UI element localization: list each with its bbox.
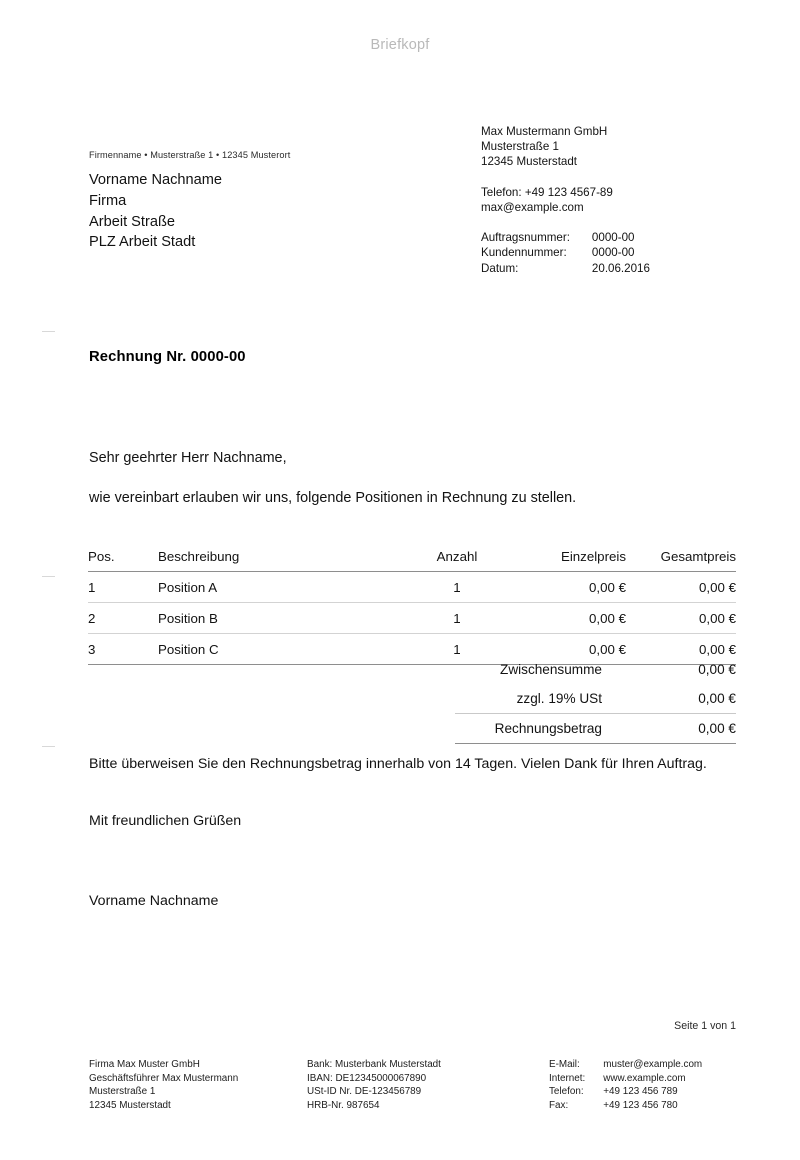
meta-label: Kundennummer: [481, 246, 567, 260]
sender-line: Musterstraße 1 [481, 140, 559, 154]
footer-label: Internet: [549, 1072, 586, 1084]
sender-email: max@example.com [481, 200, 584, 214]
cell-pos: 1 [88, 572, 158, 603]
cell-unit-price: 0,00 € [516, 634, 626, 665]
footer-line: IBAN: DE12345000067890 [307, 1072, 427, 1084]
footer-line: Geschäftsführer Max Mustermann [89, 1072, 239, 1084]
meta-label: Datum: [481, 261, 519, 275]
table-header-row [88, 549, 736, 572]
table-row [88, 572, 736, 603]
page-number: Seite 1 von 1 [674, 1020, 736, 1032]
sender-phone: Telefon: +49 123 4567-89 [481, 185, 613, 199]
footer-company-column [89, 1058, 307, 1112]
meta-row-customer-number [481, 245, 650, 260]
cell-description: Position A [158, 572, 398, 603]
page-footer [89, 1058, 737, 1112]
closing-greeting: Mit freundlichen Grüßen [89, 813, 242, 829]
footer-line: Musterstraße 1 [89, 1086, 156, 1098]
document-meta-table [481, 230, 650, 276]
recipient-line: Vorname Nachname [89, 172, 223, 188]
totals-value: 0,00 € [698, 662, 736, 677]
payment-terms-text: Bitte überweisen Sie den Rechnungsbetrag innerhalb von 14 Tagen. Vielen Dank für Ihren Auftrag. [89, 756, 707, 772]
meta-row-order-number [481, 230, 650, 245]
totals-row-grand-total [455, 714, 736, 744]
invoice-title: Rechnung Nr. 0000-00 [89, 349, 246, 365]
sender-address [481, 124, 751, 170]
cell-unit-price: 0,00 € [516, 572, 626, 603]
sender-line: Max Mustermann GmbH [481, 125, 608, 138]
line-items-table [88, 549, 736, 665]
footer-label: Telefon: [549, 1086, 584, 1098]
cell-pos: 3 [88, 634, 158, 665]
meta-value: 0000-00 [591, 231, 635, 245]
cell-unit-price: 0,00 € [516, 603, 626, 634]
recipient-address-lines [89, 170, 429, 253]
footer-line: USt-ID Nr. DE-123456789 [307, 1086, 422, 1098]
cell-pos: 2 [88, 603, 158, 634]
footer-row-phone [549, 1085, 702, 1099]
recipient-address-block [89, 150, 429, 253]
sender-line: 12345 Musterstadt [481, 155, 578, 169]
recipient-line: Firma [89, 192, 127, 209]
footer-row-email [549, 1058, 702, 1072]
table-row [88, 603, 736, 634]
footer-line: 12345 Musterstadt [89, 1099, 171, 1111]
letterhead-placeholder: Briefkopf [370, 37, 430, 53]
footer-label: E-Mail: [549, 1059, 580, 1070]
cell-description: Position B [158, 603, 398, 634]
recipient-line: PLZ Arbeit Stadt [89, 234, 196, 251]
intro-text: wie vereinbart erlauben wir uns, folgende Positionen in Rechnung zu stellen. [89, 490, 577, 506]
totals-row-vat [455, 684, 736, 714]
recipient-line: Arbeit Straße [89, 213, 175, 230]
footer-row-internet [549, 1072, 702, 1086]
footer-line: Firma Max Muster GmbH [89, 1059, 200, 1070]
return-address-line: Firmenname • Musterstraße 1 • 12345 Musterort [89, 150, 291, 160]
footer-contact-table [549, 1058, 702, 1112]
cell-total-price: 0,00 € [626, 572, 736, 603]
footer-line: HRB-Nr. 987654 [307, 1099, 380, 1111]
cell-quantity: 1 [398, 634, 516, 665]
cell-quantity: 1 [398, 603, 516, 634]
footer-value: +49 123 456 789 [603, 1086, 678, 1098]
cell-description: Position C [158, 634, 398, 665]
footer-value: muster@example.com [603, 1059, 703, 1070]
meta-row-date [481, 261, 650, 276]
meta-label: Auftragsnummer: [481, 231, 570, 245]
sender-contact [481, 185, 751, 215]
footer-label: Fax: [549, 1099, 569, 1111]
meta-value: 20.06.2016 [591, 261, 650, 275]
signature-name: Vorname Nachname [89, 893, 219, 909]
footer-value: www.example.com [603, 1072, 686, 1084]
column-header-description: Beschreibung [158, 549, 398, 572]
sender-info-block [481, 124, 751, 276]
cell-total-price: 0,00 € [626, 603, 736, 634]
totals-label: zzgl. 19% USt [516, 691, 602, 706]
footer-contact-column [549, 1058, 737, 1112]
totals-label: Zwischensumme [500, 662, 602, 677]
footer-row-fax [549, 1099, 702, 1113]
footer-line: Bank: Musterbank Musterstadt [307, 1059, 441, 1070]
totals-table [455, 655, 736, 744]
column-header-pos: Pos. [88, 549, 158, 572]
totals-label: Rechnungsbetrag [455, 714, 654, 744]
column-header-unit-price: Einzelpreis [516, 549, 626, 572]
cell-quantity: 1 [398, 572, 516, 603]
footer-value: +49 123 456 780 [603, 1099, 678, 1111]
fold-mark-middle [42, 576, 55, 577]
totals-value: 0,00 € [654, 714, 736, 744]
salutation-text: Sehr geehrter Herr Nachname, [89, 450, 287, 466]
meta-value: 0000-00 [591, 246, 635, 260]
footer-bank-column [307, 1058, 549, 1112]
cell-total-price: 0,00 € [626, 634, 736, 665]
fold-mark-lower [42, 746, 55, 747]
column-header-total-price: Gesamtpreis [626, 549, 736, 572]
column-header-quantity: Anzahl [398, 549, 516, 572]
totals-value: 0,00 € [698, 691, 736, 706]
fold-mark-upper [42, 331, 55, 332]
totals-row-subtotal [455, 655, 736, 684]
